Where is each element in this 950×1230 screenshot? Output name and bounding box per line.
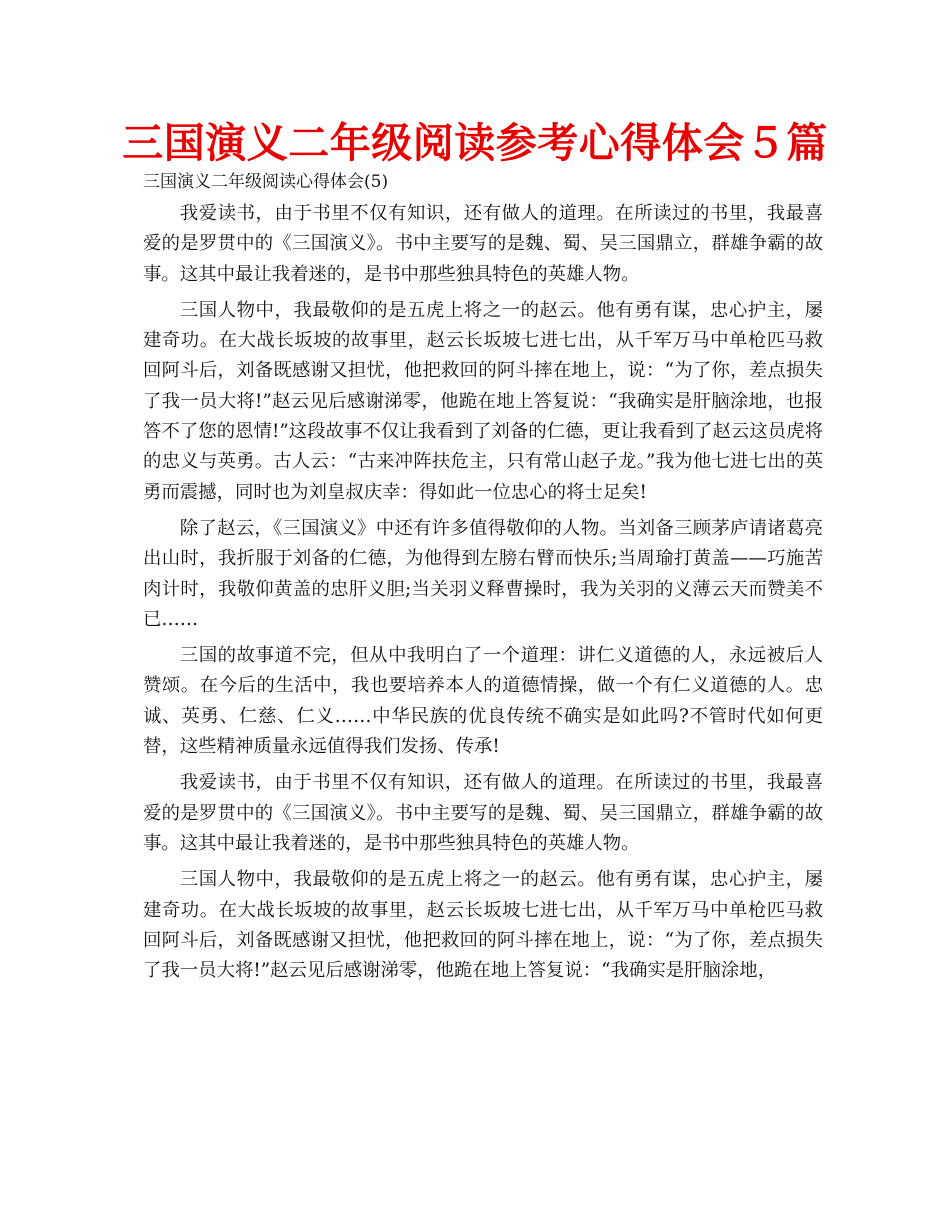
paragraph-5: 我爱读书，由于书里不仅有知识，还有做人的道理。在所读过的书里，我最喜爱的是罗贯中的《三国演义》。书中主要写的是魏、蜀、吴三国鼎立，群雄争霸的故事。这其中最让我着迷的，是书中那些独具特色的英雄人物。: [143, 772, 823, 854]
document-body: [143, 199, 823, 992]
document-title: 三国演义二年级阅读参考心得体会５篇: [122, 119, 828, 167]
paragraph-3: 除了赵云，《三国演义》中还有许多值得敬仰的人物。当刘备三顾茅庐请诸葛亮出山时，我折服于刘备的仁德，为他得到左膀右臂而快乐;当周瑜打黄盖——巧施苦肉计时，我敬仰黄盖的忠肝义胆;当关羽义释曹操时，我为关羽的义薄云天而赞美不已……: [143, 517, 823, 630]
paragraph-4: 三国的故事道不完，但从中我明白了一个道理：讲仁义道德的人，永远被后人赞颂。在今后的生活中，我也要培养本人的道德情操，做一个有仁义道德的人。忠诚、英勇、仁慈、仁义……中华民族的优良传统不确实是如此吗?不管时代如何更替，这些精神质量永远值得我们发扬、传承!: [143, 645, 823, 758]
paragraph-6: 三国人物中，我最敬仰的是五虎上将之一的赵云。他有勇有谋，忠心护主，屡建奇功。在大战长坂坡的故事里，赵云长坂坡七进七出，从千军万马中单枪匹马救回阿斗后，刘备既感谢又担忧，他把救回的阿斗摔在地上，说：“为了你，差点损失了我一员大将!”赵云见后感谢涕零，他跪在地上答复说：“我确实是肝脑涂地，: [143, 869, 823, 982]
document-subtitle: 三国演义二年级阅读心得体会(5): [143, 172, 389, 192]
paragraph-1: 我爱读书，由于书里不仅有知识，还有做人的道理。在所读过的书里，我最喜爱的是罗贯中的《三国演义》。书中主要写的是魏、蜀、吴三国鼎立，群雄争霸的故事。这其中最让我着迷的，是书中那些独具特色的英雄人物。: [143, 203, 823, 285]
paragraph-2: 三国人物中，我最敬仰的是五虎上将之一的赵云。他有勇有谋，忠心护主，屡建奇功。在大战长坂坡的故事里，赵云长坂坡七进七出，从千军万马中单枪匹马救回阿斗后，刘备既感谢又担忧，他把救回的阿斗摔在地上，说：“为了你，差点损失了我一员大将!”赵云见后感谢涕零，他跪在地上答复说：“我确实是肝脑涂地，也报答不了您的恩情!”这段故事不仅让我看到了刘备的仁德，更让我看到了赵云这员虎将的忠义与英勇。古人云：“古来冲阵扶危主，只有常山赵子龙。”我为他七进七出的英勇而震撼，同时也为刘皇叔庆幸：得如此一位忠心的将士足矣!: [143, 299, 823, 503]
